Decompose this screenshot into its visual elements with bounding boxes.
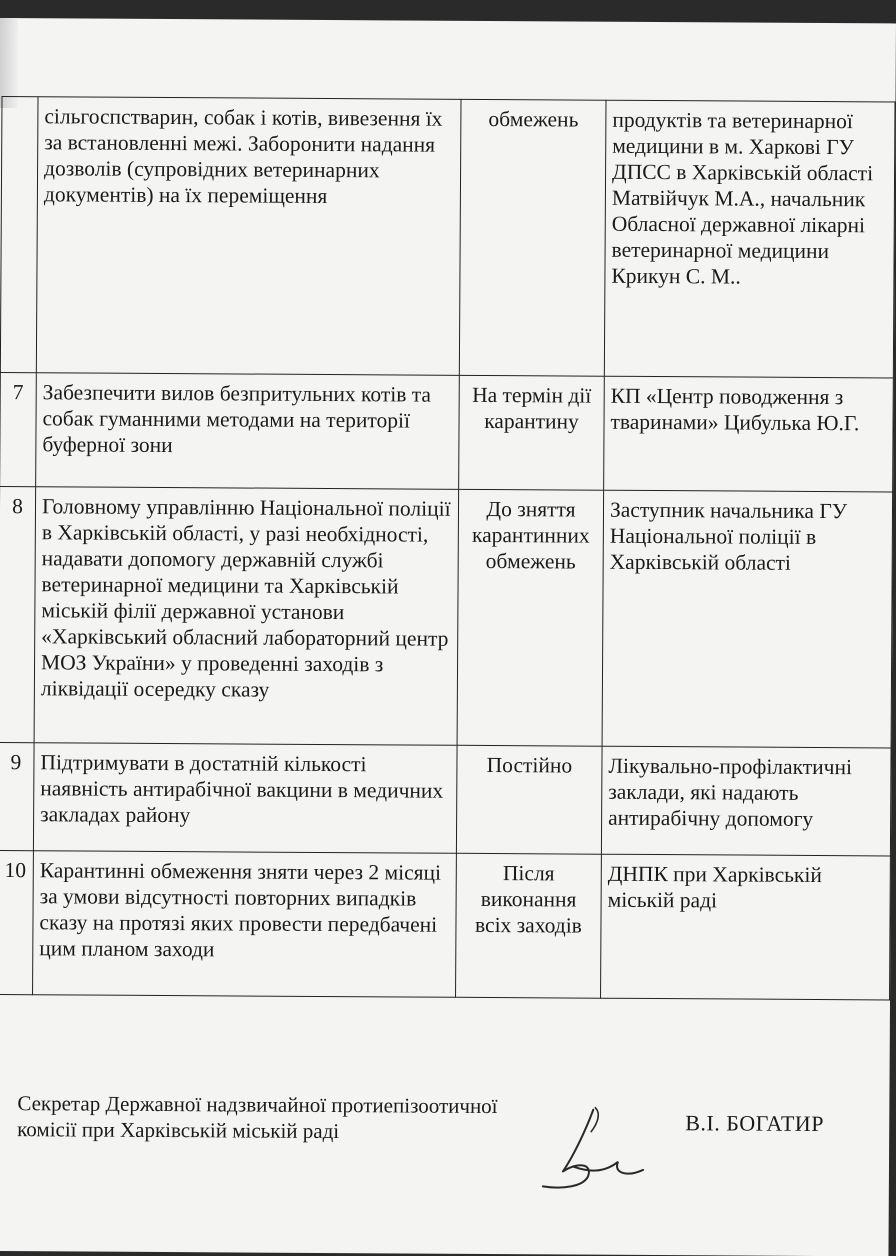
secretary-title-line2: комісії при Харківській міській раді — [17, 1117, 340, 1144]
term-cell: Постійно — [456, 745, 602, 854]
row-number: 9 — [0, 743, 34, 851]
handwritten-signature — [533, 1101, 654, 1197]
responsible-cell: ДНПК при Харківській міській раді — [601, 854, 891, 1000]
table-row — [0, 743, 891, 856]
page-curl — [0, 18, 18, 108]
signatory-name: В.І. БОГАТИР — [685, 1110, 825, 1137]
row-number: 10 — [0, 850, 33, 994]
responsible-cell: КП «Центр поводження з тваринами» Цибулька Ю.Г. — [604, 376, 894, 492]
row-number — [0, 97, 38, 373]
measure-cell: Карантинні обмеження зняти через 2 місяці за умови відсутності повторних випадків сказу на протязі яких провести передбачені цим планом заходи — [33, 851, 457, 998]
responsible-cell: продуктів та ветеринарної медицини в м. Харкові ГУ ДПСС в Харківській області Матвійчук М.А., начальник Обласної державної лікарні ветеринарної медицини Крикун С. М.. — [604, 100, 895, 378]
table-row — [0, 850, 890, 999]
table-row — [0, 487, 893, 748]
document-page — [0, 18, 896, 1256]
signature-block — [17, 1090, 498, 1145]
term-cell: До зняття карантинних обмежень — [457, 489, 604, 746]
responsible-cell: Заступник начальника ГУ Національної поліції в Харківській області — [602, 490, 893, 748]
secretary-title-line1: Секретар Державної надзвичайної протиепізоотичної — [17, 1091, 498, 1119]
term-cell: обмежень — [459, 99, 606, 376]
measure-cell: Забезпечити вилов безпритульних котів та собак гуманними методами на території буферної зони — [36, 373, 460, 490]
table-row — [0, 97, 895, 378]
row-number: 8 — [0, 487, 36, 743]
term-cell: На термін дії карантину — [459, 375, 605, 490]
measure-cell: сільгоспстварин, собак і котів, вивезення їх за встановленні межі. Заборонити надання дозволів (супровідних ветеринарних документів) на їх переміщення — [36, 97, 461, 376]
row-number: 7 — [0, 373, 36, 487]
table-row — [0, 373, 893, 492]
measures-table — [0, 96, 896, 1000]
measure-cell: Головному управлінню Національної поліції в Харківській області, у разі необхідності, надавати допомогу державній службі ветеринарної медицини та Харківській міській філії державної установи «Харківський обласний лабораторний центр МОЗ України» у проведенні заходів з ліквідації осередку сказу — [34, 487, 459, 746]
responsible-cell: Лікувально-профілактичні заклади, які надають антирабічну допомогу — [601, 746, 891, 856]
term-cell: Після виконання всіх заходів — [456, 853, 602, 998]
measure-cell: Підтримувати в достатній кількості наявність антирабічної вакцини в медичних закладах району — [33, 743, 457, 854]
